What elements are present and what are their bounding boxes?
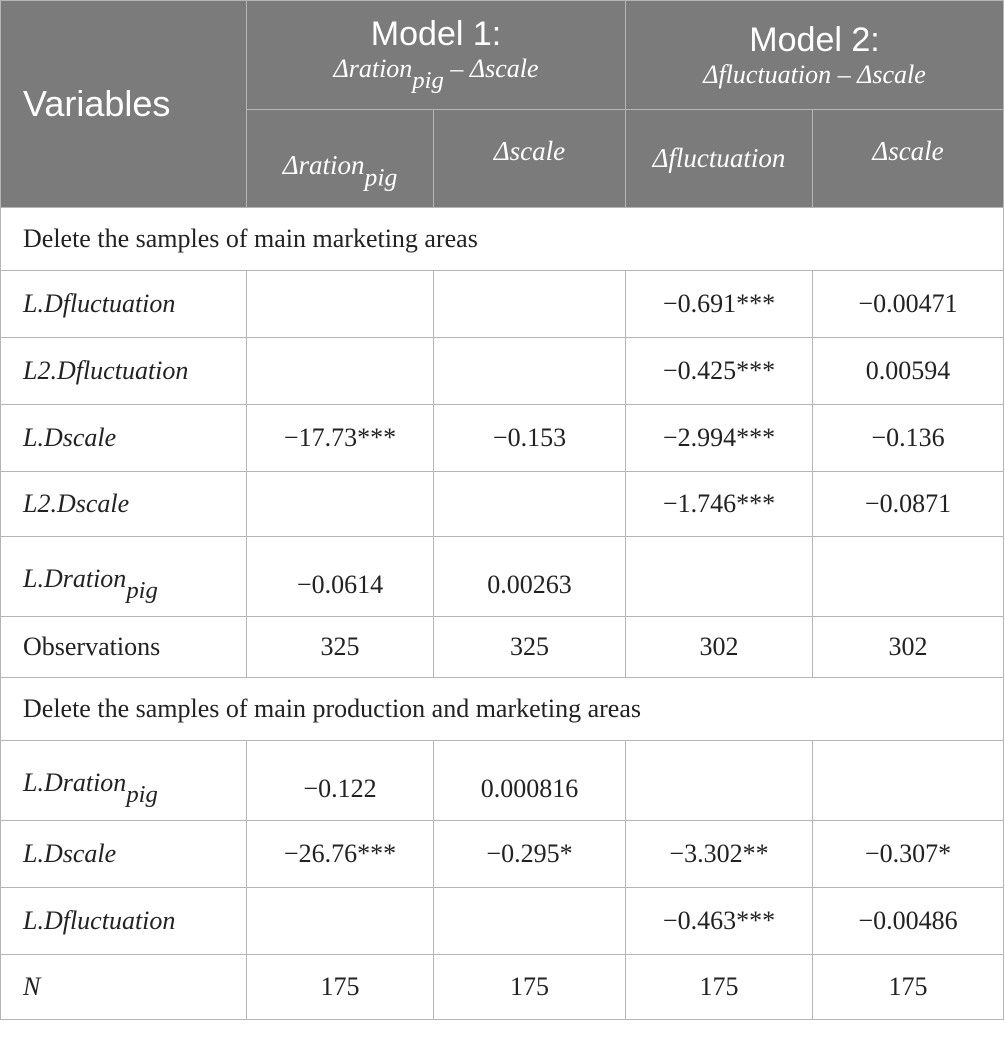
table-cell: −3.302**	[626, 821, 813, 888]
row-label: L.Dfluctuation	[1, 888, 247, 955]
table-row	[1, 888, 1004, 955]
table-cell: −0.122	[247, 741, 434, 821]
table-cell	[626, 741, 813, 821]
table-cell	[813, 537, 1004, 617]
table-cell	[434, 472, 626, 537]
table-cell	[626, 537, 813, 617]
table-cell	[247, 888, 434, 955]
section-row	[1, 208, 1004, 271]
table-cell: −0.425***	[626, 338, 813, 405]
table-cell	[434, 888, 626, 955]
table-cell: 175	[434, 955, 626, 1020]
model1-subtitle: Δration$_{pig}$ – Δscale	[333, 53, 539, 95]
table-cell: −0.00471	[813, 271, 1004, 338]
model2-header	[626, 1, 1004, 110]
m2-col2-header: Δscale	[813, 110, 1004, 208]
m1-col2-header: Δscale	[434, 110, 626, 208]
table-cell: −0.295*	[434, 821, 626, 888]
row-label: L2.Dscale	[1, 472, 247, 537]
row-label: L2.Dfluctuation	[1, 338, 247, 405]
table-row	[1, 537, 1004, 617]
table-cell	[813, 741, 1004, 821]
table-body	[1, 208, 1004, 1020]
table-cell: −0.00486	[813, 888, 1004, 955]
table-cell: 302	[626, 617, 813, 678]
table-cell	[247, 338, 434, 405]
table-cell: −0.691***	[626, 271, 813, 338]
model1-title: Model 1:	[370, 14, 502, 53]
section1-title: Delete the samples of main marketing areas	[1, 208, 1004, 271]
table-row	[1, 741, 1004, 821]
row-label: L.Dration$_{pig}$	[1, 741, 247, 821]
table-cell	[434, 271, 626, 338]
table-cell: 0.00594	[813, 338, 1004, 405]
table-cell: −2.994***	[626, 405, 813, 472]
model2-subtitle: Δfluctuation – Δscale	[703, 60, 926, 89]
table-row	[1, 955, 1004, 1020]
row-label: L.Dration$_{pig}$	[1, 537, 247, 617]
m1-col1-header: Δration$_{pig}$	[247, 110, 434, 208]
table-cell: −1.746***	[626, 472, 813, 537]
table-row	[1, 271, 1004, 338]
table-row	[1, 472, 1004, 537]
table-cell: −26.76***	[247, 821, 434, 888]
section2-title: Delete the samples of main production and marketing areas	[1, 678, 1004, 741]
table-cell: 325	[247, 617, 434, 678]
m2-col1-header: Δfluctuation	[626, 110, 813, 208]
table-row	[1, 617, 1004, 678]
model2-title: Model 2:	[749, 21, 880, 59]
table-cell: −0.463***	[626, 888, 813, 955]
table-cell	[434, 338, 626, 405]
row-label: N	[1, 955, 247, 1020]
row-label: L.Dfluctuation	[1, 271, 247, 338]
table-cell: 175	[247, 955, 434, 1020]
table-cell: −17.73***	[247, 405, 434, 472]
section-row	[1, 678, 1004, 741]
table-cell: −0.0614	[247, 537, 434, 617]
table-cell: −0.307*	[813, 821, 1004, 888]
variables-header: Variables	[1, 1, 247, 208]
table-row	[1, 405, 1004, 472]
table-cell: −0.153	[434, 405, 626, 472]
table-row	[1, 338, 1004, 405]
table-cell: 0.000816	[434, 741, 626, 821]
table-header	[1, 1, 1004, 208]
table-cell: 175	[813, 955, 1004, 1020]
table-cell	[247, 271, 434, 338]
row-label: L.Dscale	[1, 405, 247, 472]
row-label: Observations	[1, 617, 247, 678]
table-row	[1, 821, 1004, 888]
row-label: L.Dscale	[1, 821, 247, 888]
table-cell: −0.136	[813, 405, 1004, 472]
table-cell: 0.00263	[434, 537, 626, 617]
table-cell: −0.0871	[813, 472, 1004, 537]
table-cell	[247, 472, 434, 537]
table-cell: 175	[626, 955, 813, 1020]
table-cell: 302	[813, 617, 1004, 678]
table-cell: 325	[434, 617, 626, 678]
model1-header	[247, 1, 626, 110]
